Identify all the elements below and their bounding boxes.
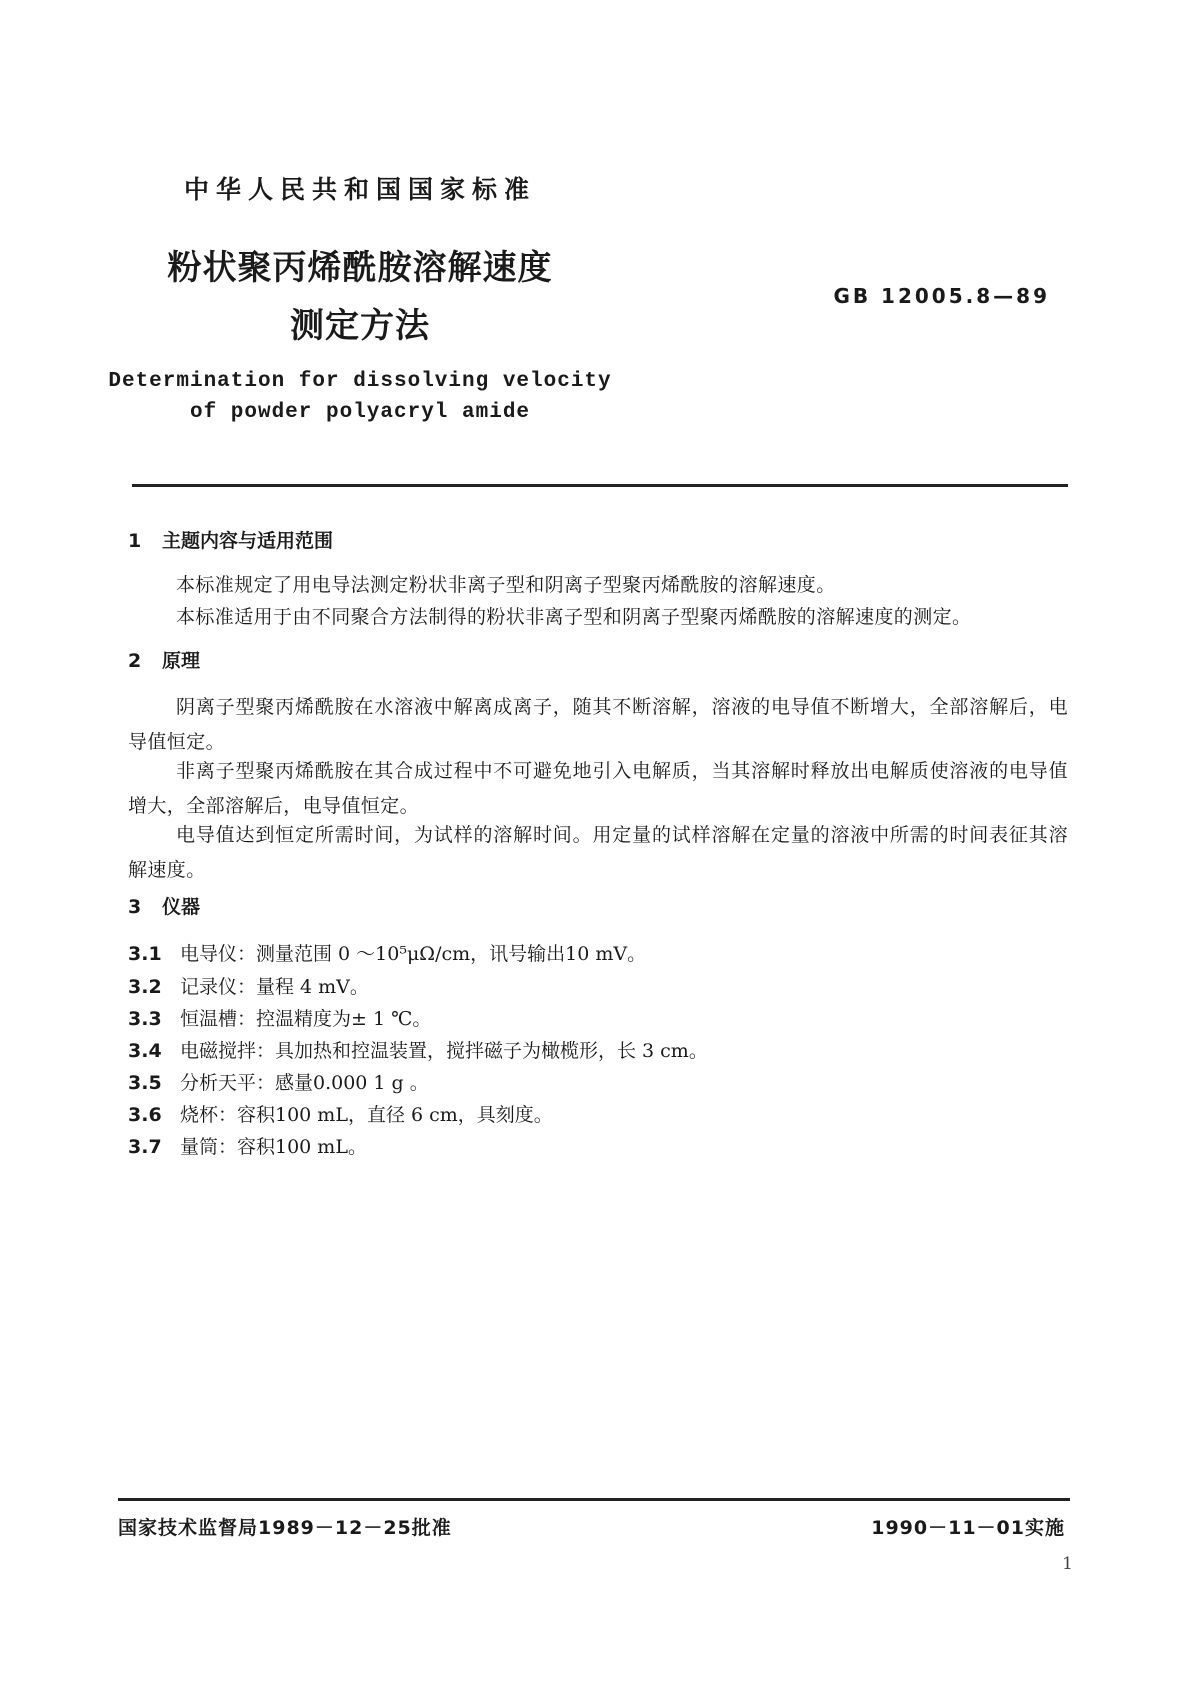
section-1-heading [128,526,333,553]
standard-code: GB 12005.8—89 [833,284,1050,308]
section-2-paragraph-2: 非离子型聚丙烯酰胺在其合成过程中不可避免地引入电解质，当其溶解时释放出电解质使溶液的电导值增大，全部溶解后，电导值恒定。 [128,760,1068,817]
instrument-item [128,1132,367,1159]
approval-date: 国家技术监督局1989－12－25批准 [118,1517,452,1539]
footer-divider [118,1498,1070,1501]
instrument-item [128,1036,708,1063]
item-number: 3.1 [128,943,162,965]
implementation-date: 1990－11－01实施 [871,1517,1065,1539]
header-divider [132,484,1068,487]
instrument-item [128,1100,553,1127]
item-number: 3.5 [128,1072,162,1094]
section-number: 1 [128,530,142,552]
item-number: 3.3 [128,1008,162,1030]
item-text: 记录仪：量程 4 mV。 [180,976,369,998]
item-text: 量筒：容积100 mL。 [180,1136,367,1158]
item-text: 恒温槽：控温精度为± 1 ℃。 [180,1008,432,1030]
item-number: 3.6 [128,1104,162,1126]
item-number: 3.4 [128,1040,162,1062]
section-2-paragraph-1: 阴离子型聚丙烯酰胺在水溶液中解离成离子，随其不断溶解，溶液的电导值不断增大，全部溶解后，电导值恒定。 [128,696,1068,753]
item-number: 3.2 [128,976,162,998]
section-1-paragraph-2: 本标准适用于由不同聚合方法制得的粉状非离子型和阴离子型聚丙烯酰胺的溶解速度的测定。 [176,606,972,628]
english-title-line-1: Determination for dissolving velocity [108,370,612,393]
section-3-heading [128,892,200,919]
page-number: 1 [1062,1554,1073,1574]
item-text: 电磁搅拌：具加热和控温装置，搅拌磁子为橄榄形，长 3 cm。 [180,1040,708,1062]
section-2-paragraph-3: 电导值达到恒定所需时间，为试样的溶解时间。用定量的试样溶解在定量的溶液中所需的时间表征其溶解速度。 [128,824,1068,881]
section-2-heading [128,646,200,673]
instrument-item [128,939,646,966]
section-title: 原理 [162,650,201,672]
instrument-item [128,972,369,999]
section-number: 3 [128,896,142,918]
section-number: 2 [128,650,142,672]
item-text: 分析天平：感量0.000 1 g 。 [180,1072,429,1094]
chinese-title-line-1: 粉状聚丙烯酰胺溶解速度 [167,248,553,288]
instrument-item [128,1004,431,1031]
item-number: 3.7 [128,1136,162,1158]
chinese-title-line-2: 测定方法 [290,306,430,346]
section-title: 主题内容与适用范围 [162,530,334,552]
item-text: 电导仪：测量范围 0 ～10⁵μΩ/cm，讯号输出10 mV。 [180,943,647,965]
item-text: 烧杯：容积100 mL，直径 6 cm，具刻度。 [180,1104,553,1126]
english-title-line-2: of powder polyacryl amide [189,401,531,424]
section-title: 仪器 [162,896,201,918]
instrument-item [128,1068,429,1095]
section-1-paragraph-1: 本标准规定了用电导法测定粉状非离子型和阴离子型聚丙烯酰胺的溶解速度。 [176,574,836,596]
national-standard-heading: 中华人民共和国国家标准 [183,175,536,204]
